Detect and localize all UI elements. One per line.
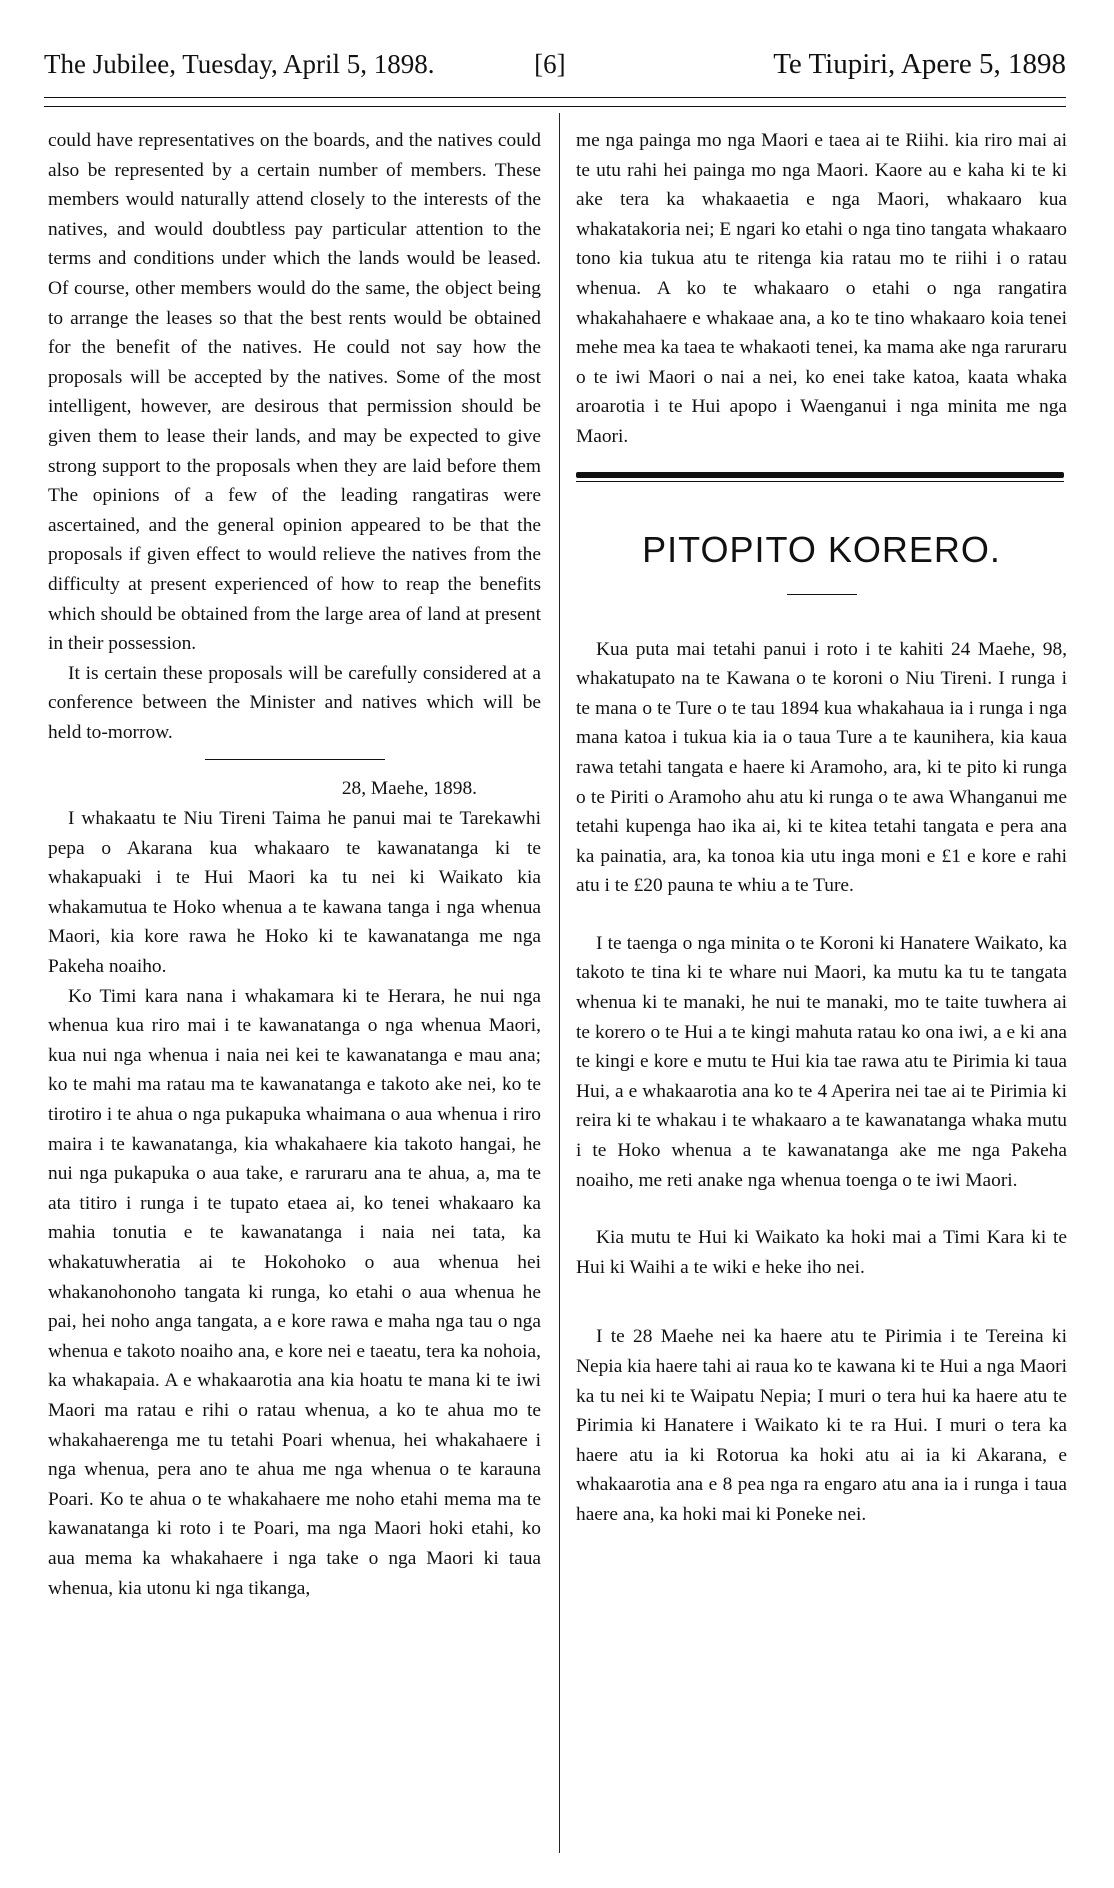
section-title: PITOPITO KORERO. [642,528,1001,570]
header-rule [44,97,1066,98]
article-paragraph: I whakaatu te Niu Tireni Taima he panui mai te Tarekawhi pepa o Akarana kua whakaaro te kawanatanga ki te whakapuaki i te Hui Maori ka tu nei ki Waikato kia whakamutua te Hoko whenua a te kawana tanga i nga whenua Maori, kia kore rawa he Hoko ki te kawanatanga me nga Pakeha noaiho. [48,808,541,978]
paragraph-gap [576,901,1067,929]
article-paragraph: me nga painga mo nga Maori e taea ai te Riihi. kia riro mai ai te utu rahi hei painga mo nga Maori. Kaore au e kaha ki te ki ake tera ka whakaaetia e nga Maori, whakaaro kua whakatakoria nei; E ngari ko etahi o nga tino tangata whakaaro tono kia tukua atu te ritenga kia ratau mo te riihi i o ratau whenua. A ko te whakaaro o etahi o nga rangatira whakahahaere e whakaae ana, a ko te tino whakaaro koia tenei mehe mea ka taea te whakaoti tenei, ka mama ake nga raruraru o te iwi Maori o nai a nei, ko enei take katoa, kaata whaka aroarotia i te Hui apopo i Waenganui i nga minita me nga Maori. [576,130,1067,447]
article-paragraph: Ko Timi kara nana i whakamara ki te Herara, he nui nga whenua kua riro mai i te kawanatanga o nga whenua Maori, kua nui nga whenua i naia nei kei te kawanatanga e mau ana; ko te mahi ma ratau ma te kawanatanga e takoto ake nei, ko te tirotiro i te ahua o nga pukapuka whaimana o aua whenua i riro maira i te kawanatanga, kia whakahaere kia takoto hangai, he nui nga pukapuka o aua take, e raruraru ana te ahua, a, ma te ata titiro i runga i te tupato etaea ai, ko tenei whakaaro ka mahia tonutia e te kawanatanga i naia nei tata, ka whakatuwheratia ai te Hokohoko o aua whenua hei whakanohonoho tangata ki runga, ko etahi o aua whenua he pai, hei noho anga tangata, a e kore rawa e maha nga tau o nga whenua e takoto noaiho ana, e kore nei e taeatu, tera ka nohoia, ka whakapaia. A e whakaarotia ana kia hoatu te mana ki te iwi Maori ma ratau e rihi o ratau whenua, a ko te ahua mo te whakahaerenga me tu tetahi Poari whenua, hei whakahaere i nga whenua, pera ano te ahua me nga whenua o te karauna Poari. Ko te ahua o te whakahaere me noho etahi mema ma te kawanatanga ki roto i te Poari, ma nga Maori hoki etahi, ko aua mema ka whakahaere i nga take o nga Maori ki taua whenua, kia utonu ki nga tikanga, [48,985,541,1599]
article-paragraph: could have representatives on the boards, and the natives could also be represented by a certain number of members. These members would naturally attend closely to the interests of the natives, and would doubtless pay particular attention to the terms and conditions under which the lands would be leased. Of course, other members would do the same, the object being to arrange the leases so that the best rents would be obtained for the benefit of the natives. He could not say how the proposals will be accepted by the natives. Some of the most intelligent, however, are desirous that permission should be given them to lease their lands, and may be expected to give strong support to the proposals when they are laid before them The opinions of a few of the leading rangatiras were ascertained, and the general opinion appeared to be that the proposals if given effect to would relieve the natives from the difficulty at present experienced of how to reap the benefits which should be obtained from the large area of land at present in their possession. [48,130,541,655]
column-divider [559,113,560,1853]
masthead-maori-title: Te Tiupiri, Apere 5, 1898 [773,48,1066,80]
section-heavy-rule [576,472,1064,478]
news-item: Kia mutu te Hui ki Waikato ka hoki mai a Timi Kara ki te Hui ki Waihi a te wiki e heke iho nei. [576,1227,1067,1278]
paragraph-gap [576,1282,1067,1322]
news-item: I te 28 Maehe nei ka haere atu te Pirimia i te Tereina ki Nepia kia haere tahi ai raua ko te kawana ki te Hui a nga Maori ka tu nei ki te Waipatu Nepia; I muri o tera hui ka haere atu te Pirimia ki Hanatere i Waikato ki te ra Hui. I muri o tera ka haere atu ia ki Rotorua ka hoki atu ai ia ki Akarana, e whakaarotia ana e 8 pea nga ra engaro atu ana ia i runga i taua haere ana, ka hoki mai ki Poneke nei. [576,1326,1068,1525]
article-separator [205,759,385,760]
paragraph-gap [576,1195,1067,1223]
masthead-english-title: The Jubilee, Tuesday, April 5, 1898. [44,49,435,79]
header-rule-secondary [44,106,1066,107]
page-number: [6] [534,49,566,79]
masthead [44,48,1066,90]
news-item: Kua puta mai tetahi panui i roto i te kahiti 24 Maehe, 98, whakatupato na te Kawana o te koroni o Niu Tireni. I runga i te mana o te Ture o te tau 1894 kua whakahaua ia i runga i nga mana katoa i tukua kia ia o taua Ture a te kaunihera, kia kaua rawa tetahi tangata e haere ki Aramoho, ara, ki te pito ki runga o te Piriti o Aramoho ahu atu ki runga o te awa Whanganui me tetahi kupenga hao ika ai, ki te kitea tetahi tangata e pera ana ka painatia, ara, ka tonoa kia utu inga moni e £1 e kore e rahi atu i te £20 pauna te whiu a te Ture. [576,638,1067,897]
article-paragraph: It is certain these proposals will be carefully considered at a conference between the Minister and natives which will be held to-morrow. [48,662,541,743]
dateline: 28, Maehe, 1898. [341,778,477,800]
right-column [576,126,1067,1530]
section-thin-rule [576,481,1064,482]
news-item: I te taenga o nga minita o te Koroni ki Hanatere Waikato, ka takoto te tina ki te whare nui Maori, ka mutu ka tu te tangata whenua ki te manaki, he nui te manaki, mo te taite tuwhera ai te korero o te Hui a te kingi mahuta ratau ko ona iwi, a e ki ana te kingi e kore e mutu te Hui kia tae rawa atu te Pirimia ki taua Hui, a e whakaarotia ana ko te 4 Aperira nei tae ai te Pirimia ki reira ki te whakau i te whakaaro a te kawanatanga whaka mutu i te Hoko whenua a te kawanatanga ake me nga Pakeha noaiho, me reti anake nga whenua toenga o te iwi Maori. [576,932,1067,1191]
title-rule [787,594,857,595]
left-column [48,126,541,1603]
